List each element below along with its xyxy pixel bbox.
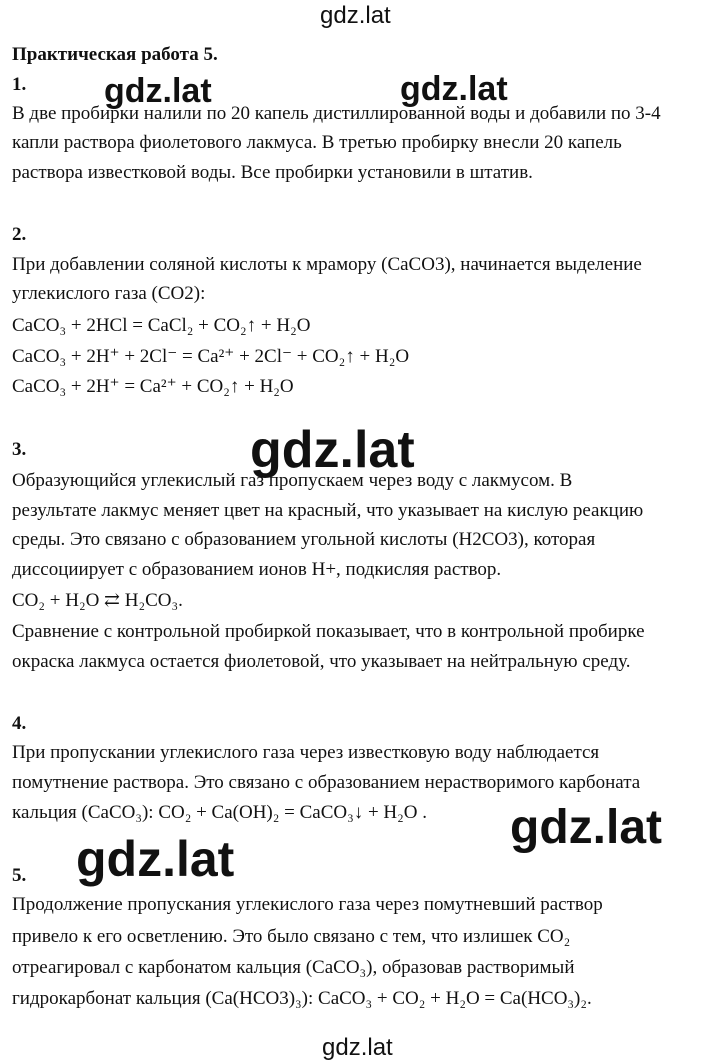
section-3-line-6: Сравнение с контрольной пробиркой показывает, что в контрольной пробирке [12, 621, 645, 642]
watermark-top: gdz.lat [320, 2, 391, 29]
section-3-number: 3. [12, 439, 27, 460]
section-5-number: 5. [12, 865, 27, 886]
section-3-line-7: окраска лакмуса остается фиолетовой, что указывает на нейтральную среду. [12, 651, 631, 672]
section-5-line-4: гидрокарбонат кальция (Ca(HCO3)₃): CaCO₃ + CO₂ + H₂O = Ca(HCO₃)₂. [12, 988, 592, 1009]
section-5-line-2: привело к его осветлению. Это было связано с тем, что излишек CO₂ [12, 926, 571, 947]
section-5-line-1: Продолжение пропускания углекислого газа через помутневший раствор [12, 894, 603, 915]
section-4-line-3: кальция (CaCO₃): CO₂ + Ca(OH)₂ = CaCO₃↓ + H₂O . [12, 802, 428, 823]
section-3-line-2: результате лакмус меняет цвет на красный, что указывает на кислую реакцию [12, 500, 644, 521]
section-1-line-1: В две пробирки налили по 20 капель дистиллированной воды и добавили по 3-4 [12, 103, 661, 124]
section-3-line-3: среды. Это связано с образованием угольной кислоты (H2CO3), которая [12, 529, 596, 550]
watermark-bottom: gdz.lat [322, 1034, 393, 1061]
section-2-equation-3: CaCO₃ + 2H⁺ = Ca²⁺ + CO₂↑ + H₂O [12, 376, 294, 397]
section-2-line-2: углекислого газа (CO2): [12, 283, 206, 304]
section-1-line-2: капли раствора фиолетового лакмуса. В третью пробирку внесли 20 капель [12, 132, 622, 153]
section-2-line-1: При добавлении соляной кислоты к мрамору (CaCO3), начинается выделение [12, 254, 642, 275]
page-title: Практическая работа 5. [12, 44, 218, 65]
watermark-5: gdz.lat [76, 831, 235, 887]
section-2-number: 2. [12, 224, 27, 245]
watermark-3: gdz.lat [250, 421, 415, 479]
watermark-4: gdz.lat [510, 801, 662, 854]
section-4-number: 4. [12, 713, 27, 734]
section-4-line-2: помутнение раствора. Это связано с образованием нерастворимого карбоната [12, 772, 641, 793]
watermark-1: gdz.lat [104, 72, 212, 110]
section-1-line-3: раствора известковой воды. Все пробирки установили в штатив. [12, 162, 533, 183]
section-1-number: 1. [12, 74, 27, 95]
watermark-2: gdz.lat [400, 70, 508, 108]
section-5-line-3: отреагировал с карбонатом кальция (CaCO₃), образовав растворимый [12, 957, 575, 978]
section-2-equation-1: CaCO₃ + 2HCl = CaCl₂ + CO₂↑ + H₂O [12, 315, 311, 336]
section-3-equation: CO₂ + H₂O ⇄ H₂CO₃. [12, 590, 183, 611]
section-3-line-4: диссоциирует с образованием ионов H+, подкисляя раствор. [12, 559, 502, 580]
section-2-equation-2: CaCO₃ + 2H⁺ + 2Cl⁻ = Ca²⁺ + 2Cl⁻ + CO₂↑ + H₂O [12, 346, 410, 367]
section-4-line-1: При пропускании углекислого газа через известковую воду наблюдается [12, 742, 600, 763]
section-3-line-1: Образующийся углекислый газ пропускаем через воду с лакмусом. В [12, 470, 573, 491]
